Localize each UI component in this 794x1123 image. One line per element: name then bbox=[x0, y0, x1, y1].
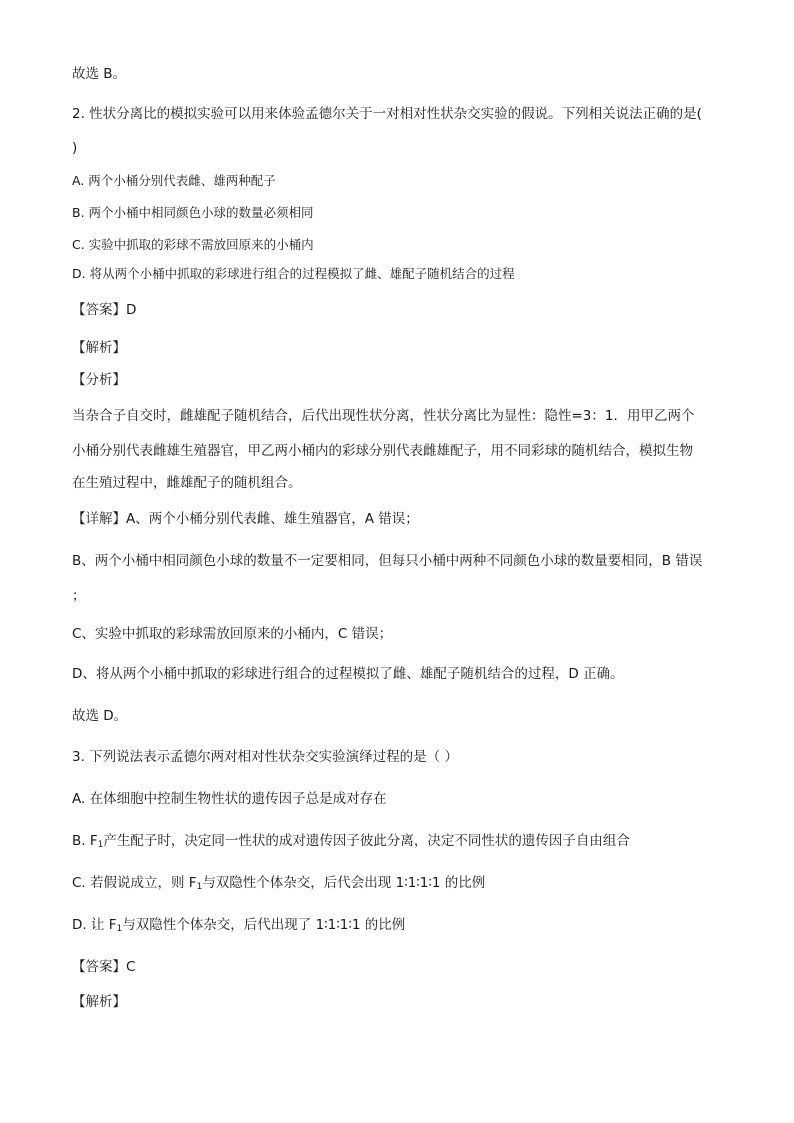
q2-analysis-line-1: 当杂合子自交时，雌雄配子随机结合，后代出现性状分离，性状分离比为显性：隐性=3：1．用甲乙两个 bbox=[72, 408, 695, 424]
q1-conclusion: 故选 B。 bbox=[72, 66, 127, 82]
q3-option-c-prefix: C. 若假说成立，则 F bbox=[72, 875, 197, 891]
q2-option-d: D. 将从两个小桶中抓取的彩球进行组合的过程模拟了雌、雄配子随机结合的过程 bbox=[72, 266, 515, 281]
subscript-1: 1 bbox=[97, 840, 104, 850]
q2-jiexi-heading: 【解析】 bbox=[72, 340, 126, 356]
q2-detail-d: D、将从两个小桶中抓取的彩球进行组合的过程模拟了雌、雄配子随机结合的过程，D 正确。 bbox=[72, 666, 624, 682]
q2-conclusion: 故选 D。 bbox=[72, 708, 128, 724]
q3-option-c-text: 与双隐性个体杂交，后代会出现 1∶1∶1∶1 的比例 bbox=[202, 875, 486, 891]
q2-detail-b: B、两个小桶中相同颜色小球的数量不一定要相同，但每只小桶中两种不同颜色小球的数量要相同，B 错误 bbox=[72, 553, 703, 569]
subscript-1: 1 bbox=[196, 882, 203, 892]
q3-option-c bbox=[72, 873, 485, 897]
q3-option-b bbox=[72, 831, 630, 855]
q3-jiexi-heading: 【解析】 bbox=[72, 994, 126, 1010]
q2-detail-c: C、实验中抓取的彩球需放回原来的小桶内，C 错误； bbox=[72, 626, 393, 642]
question-2-stem: 2. 性状分离比的模拟实验可以用来体验孟德尔关于一对相对性状杂交实验的假说。下列相关说法正确的是( bbox=[72, 106, 702, 122]
q2-detail-b-cont: ； bbox=[72, 588, 86, 604]
q2-fenxi-heading: 【分析】 bbox=[72, 372, 126, 388]
subscript-1: 1 bbox=[116, 924, 123, 934]
q3-option-a: A. 在体细胞中控制生物性状的遗传因子总是成对存在 bbox=[72, 791, 387, 807]
q3-option-d-text: 与双隐性个体杂交，后代出现了 1∶1∶1∶1 的比例 bbox=[122, 917, 406, 933]
q3-option-d-prefix: D. 让 F bbox=[72, 917, 117, 933]
q2-detail-a: 【详解】A、两个小桶分别代表雌、雄生殖器官，A 错误； bbox=[72, 511, 419, 527]
q2-option-a: A. 两个小桶分别代表雌、雄两种配子 bbox=[72, 173, 276, 188]
q3-option-b-prefix: B. F bbox=[72, 833, 98, 849]
q3-option-b-text: 产生配子时，决定同一性状的成对遗传因子彼此分离，决定不同性状的遗传因子自由组合 bbox=[103, 833, 630, 849]
question-2-stem-close: ) bbox=[72, 140, 78, 156]
q2-option-c: C. 实验中抓取的彩球不需放回原来的小桶内 bbox=[72, 237, 314, 252]
q2-analysis-line-2: 小桶分别代表雌雄生殖器官，甲乙两小桶内的彩球分别代表雌雄配子，用不同彩球的随机结合，模拟生物 bbox=[72, 443, 693, 459]
q3-option-d bbox=[72, 915, 405, 939]
q2-option-b: B. 两个小桶中相同颜色小球的数量必须相同 bbox=[72, 205, 314, 220]
q2-answer: 【答案】D bbox=[72, 302, 137, 318]
q2-analysis-line-3: 在生殖过程中，雌雄配子的随机组合。 bbox=[72, 475, 302, 491]
question-3-stem: 3. 下列说法表示孟德尔两对相对性状杂交实验演绎过程的是（ ） bbox=[72, 749, 458, 765]
q3-answer: 【答案】C bbox=[72, 959, 136, 975]
